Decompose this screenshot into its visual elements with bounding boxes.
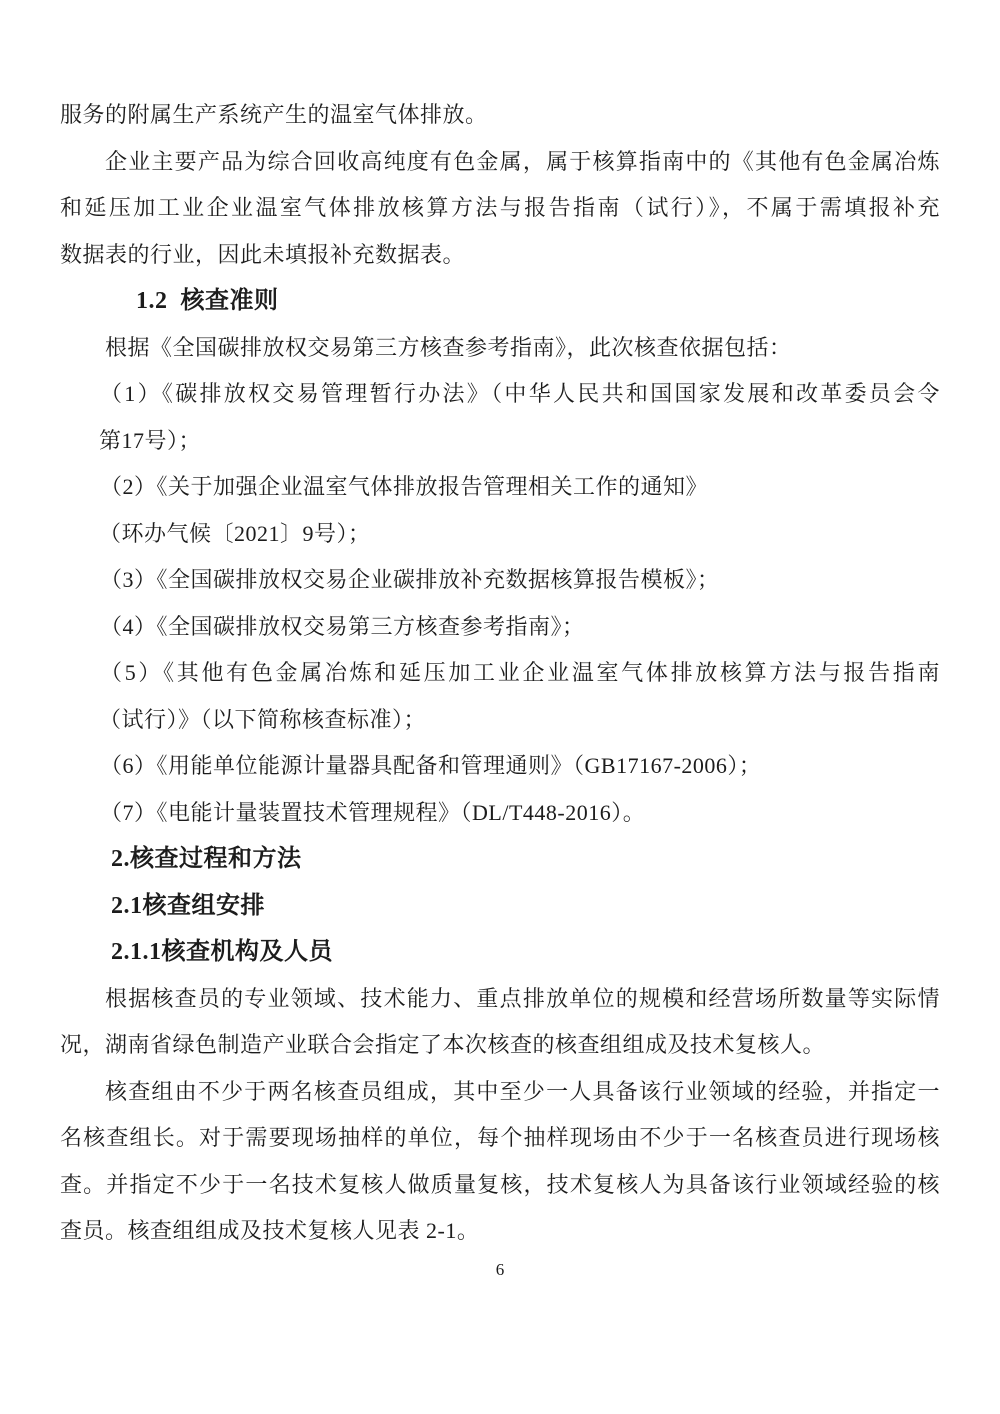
text-line: （1）《碳排放权交易管理暂行办法》（中华人民共和国国家发展和改革委员会令 [100,381,940,406]
text-line: （5）《其他有色金属冶炼和延压加工业企业温室气体排放核算方法与报告指南 [100,660,940,685]
text-line: 况，湖南省绿色制造产业联合会指定了本次核查的核查组组成及技术复核人。 [60,1032,826,1057]
text-line: 企业主要产品为综合回收高纯度有色金属，属于核算指南中的《其他有色金属冶炼 [105,148,940,174]
text-line: （试行）》（以下简称核查标准）； [99,706,427,732]
text-line: 服务的附属生产系统产生的温室气体排放。 [60,102,488,127]
text-line: 第17号）； [99,427,202,453]
text-line: （4）《全国碳排放权交易第三方核查参考指南》； [100,613,585,639]
section-heading: 2.1核查组安排 [111,892,265,919]
text-line: 查。并指定不少于一名技术复核人做质量复核，技术复核人为具备该行业领域经验的核 [60,1171,940,1197]
text-line: 根据《全国碳排放权交易第三方核查参考指南》，此次核查依据包括： [105,334,792,360]
text-line: （环办气候〔2021〕9号）； [99,520,371,546]
section-heading: 1.2 核查准则 [136,288,279,314]
section-heading: 2.1.1核查机构及人员 [111,939,333,965]
page-number: 6 [495,1260,505,1279]
text-line: 核查组由不少于两名核查员组成，其中至少一人具备该行业领域的经验，并指定一 [105,1078,940,1104]
text-line: （7）《电能计量装置技术管理规程》（DL/T448-2016）。 [100,799,646,825]
text-line: （2）《关于加强企业温室气体排放报告管理相关工作的通知》 [100,474,709,499]
text-line: 和延压加工业企业温室气体排放核算方法与报告指南（试行）》，不属于需填报补充 [60,195,940,220]
text-line: 查员。核查组组成及技术复核人见表 2-1。 [60,1218,480,1243]
text-line: 名核查组长。对于需要现场抽样的单位，每个抽样现场由不少于一名核查员进行现场核 [60,1125,940,1150]
text-line: 数据表的行业，因此未填报补充数据表。 [60,241,466,267]
text-line: （6）《用能单位能源计量器具配备和管理通则》（GB17167-2006）； [100,753,762,778]
section-heading: 2.核查过程和方法 [111,846,302,872]
text-line: （3）《全国碳排放权交易企业碳排放补充数据核算报告模板》； [100,567,720,592]
document-body [60,92,940,1255]
text-line: 根据核查员的专业领域、技术能力、重点排放单位的规模和经营场所数量等实际情 [105,985,940,1011]
